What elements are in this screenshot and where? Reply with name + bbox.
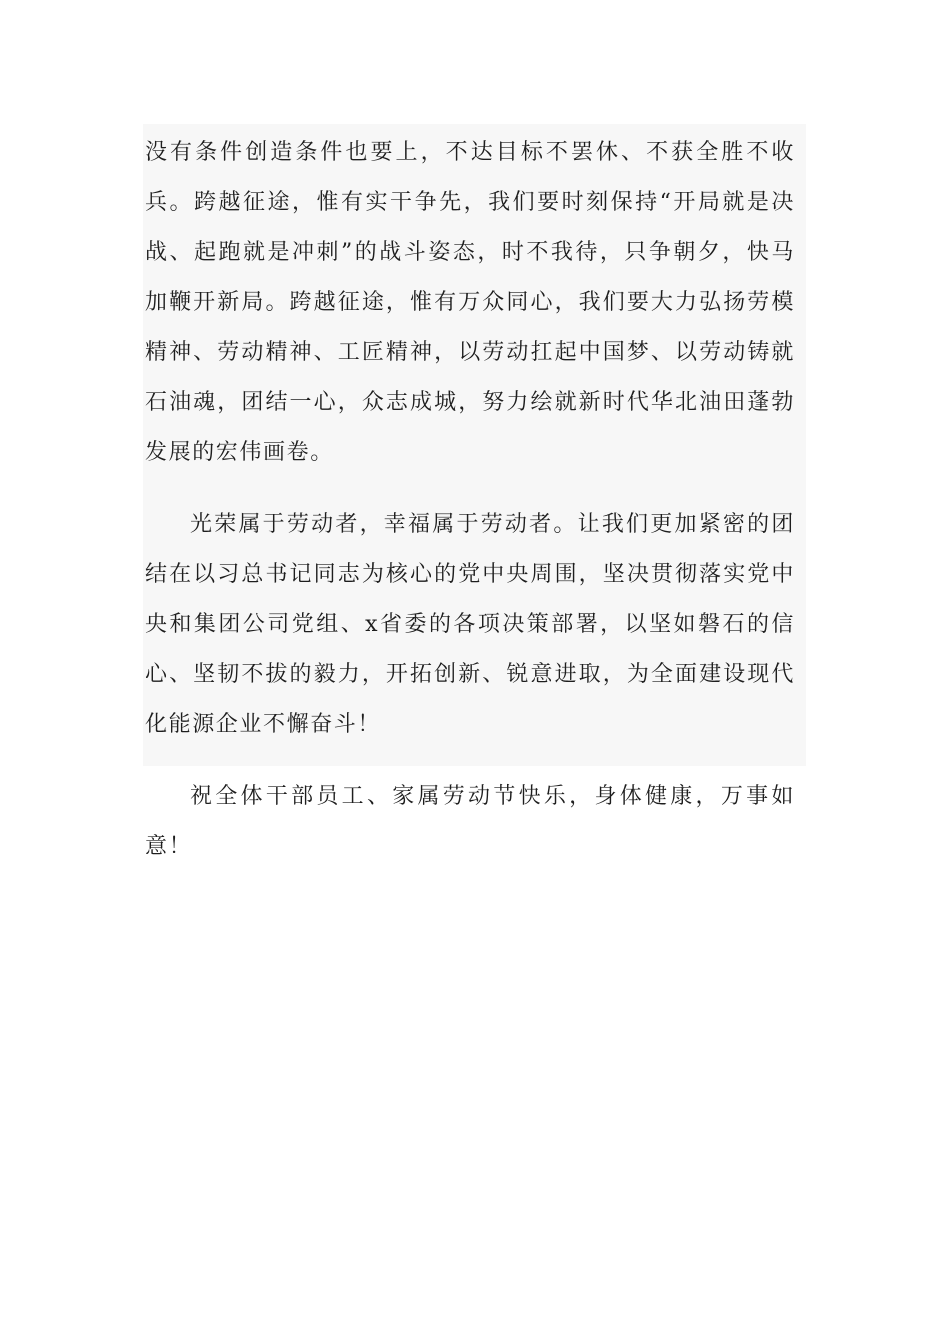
paragraph-2: 光荣属于劳动者，幸福属于劳动者。让我们更加紧密的团结在以习总书记同志为核心的党中央周围，坚决贯彻落实党中央和集团公司党组、x省委的各项决策部署，以坚如磐石的信心、坚韧不拔的毅力，开拓创新、锐意进取，为全面建设现代化能源企业不懈奋斗！ — [145, 512, 795, 737]
text-block — [143, 124, 806, 859]
paragraph-3: 祝全体干部员工、家属劳动节快乐，身体健康，万事如意！ — [145, 784, 795, 859]
paragraph-1: 没有条件创造条件也要上，不达目标不罢休、不获全胜不收兵。跨越征途，惟有实干争先，我们要时刻保持“开局就是决战、起跑就是冲刺”的战斗姿态，时不我待，只争朝夕，快马加鞭开新局。跨越征途，惟有万众同心，我们要大力弘扬劳模精神、劳动精神、工匠精神，以劳动扛起中国梦、以劳动铸就石油魂，团结一心，众志成城，努力绘就新时代华北油田蓬勃发展的宏伟画卷。 — [145, 140, 795, 465]
